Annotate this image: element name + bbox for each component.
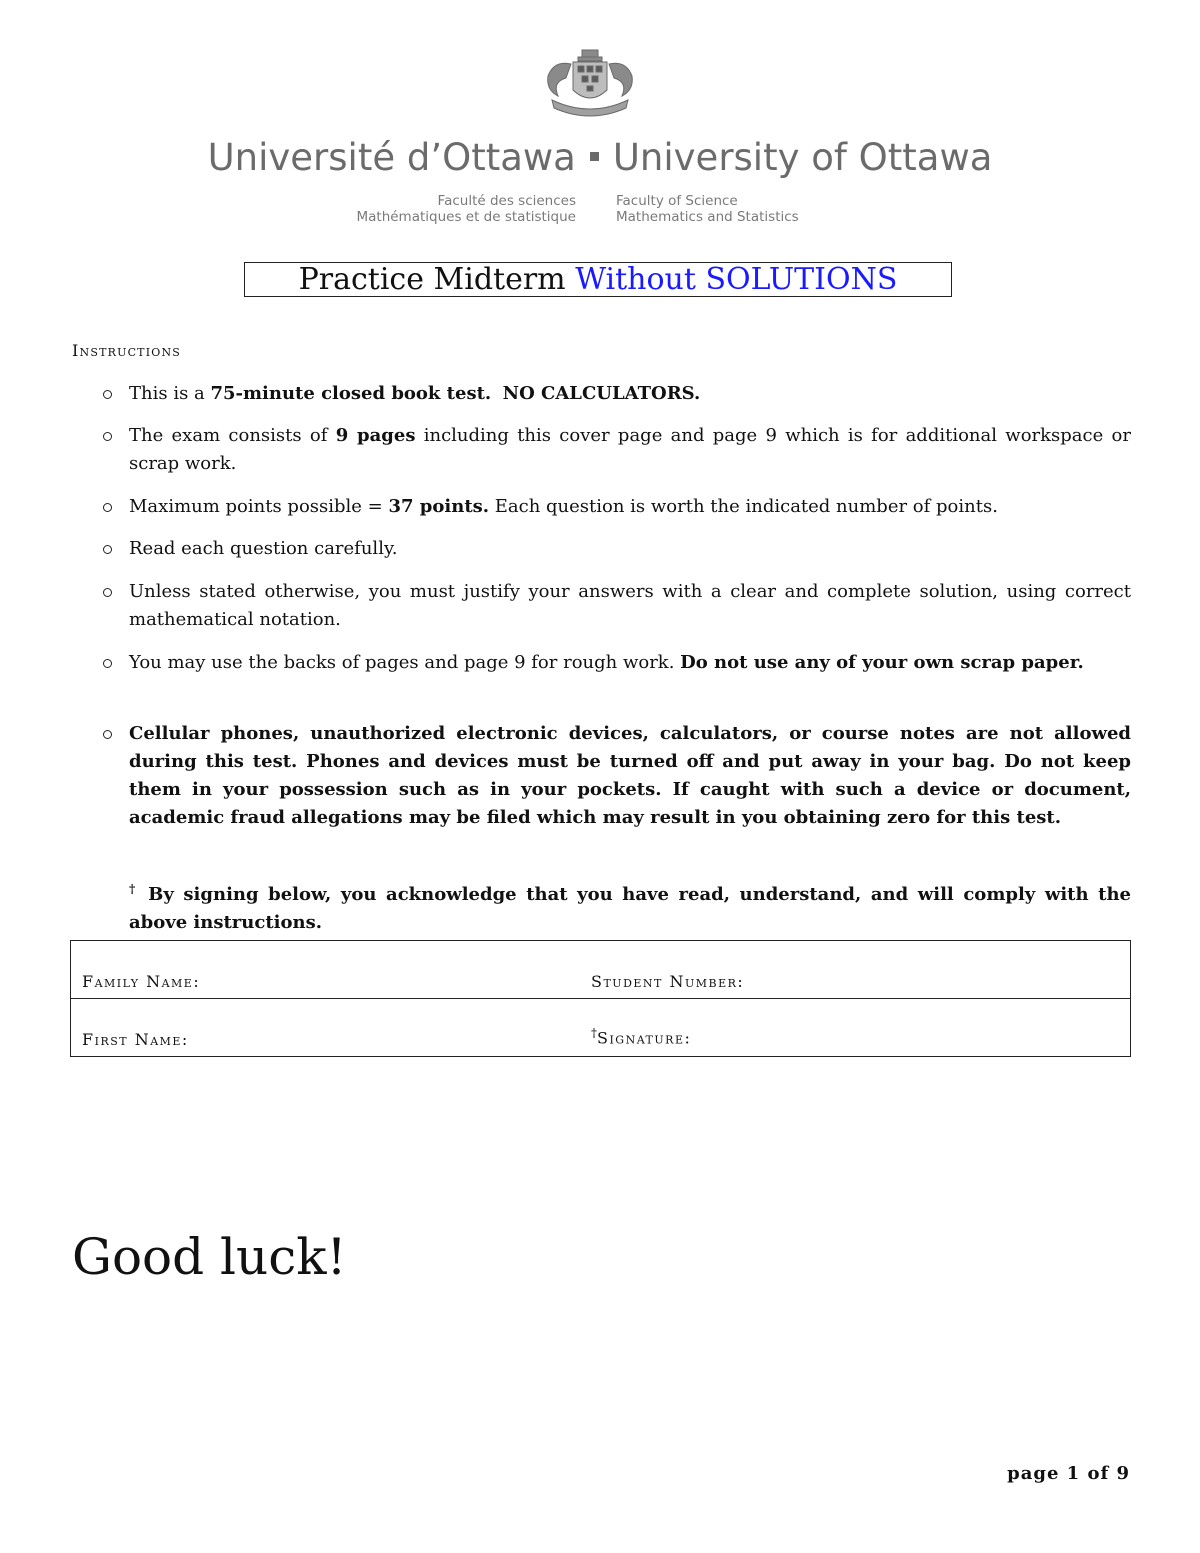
bullet-icon xyxy=(103,659,112,668)
university-crest-icon xyxy=(538,46,642,122)
instruction-item-3 xyxy=(129,493,1131,521)
instruction-item-2 xyxy=(129,422,1131,478)
bullet-icon xyxy=(103,432,112,441)
spacer xyxy=(491,383,502,404)
family-name-label: Family Name: xyxy=(82,972,201,991)
bullet-icon xyxy=(103,588,112,597)
text: The exam consists of xyxy=(129,425,336,446)
signature-text: Signature: xyxy=(597,1028,692,1048)
text: Maximum points possible = xyxy=(129,496,389,517)
title-part2: Without SOLUTIONS xyxy=(575,262,898,297)
university-name-fr: Université d’Ottawa xyxy=(207,136,576,179)
faculty-en xyxy=(616,193,799,225)
instruction-item-1 xyxy=(129,380,1131,408)
separator-dot xyxy=(590,152,599,161)
faculty-en-line2: Mathematics and Statistics xyxy=(616,209,799,225)
dagger-mark: † xyxy=(591,1026,597,1040)
title-part1: Practice Midterm xyxy=(298,262,566,297)
student-info-table xyxy=(70,940,1131,1057)
instruction-item-5: Unless stated otherwise, you must justify your answers with a clear and complete solution, using correct mathematical notation. xyxy=(129,581,1131,630)
text-bold: 75-minute closed book test. xyxy=(210,383,492,404)
faculty-fr-line2: Mathématiques et de statistique xyxy=(356,209,576,225)
acknowledgement-text: By signing below, you acknowledge that you have read, understand, and will comply with the above instructions. xyxy=(129,884,1131,933)
faculty-en-line1: Faculty of Science xyxy=(616,193,738,209)
text-bold: Do not use any of your own scrap paper. xyxy=(680,652,1084,673)
text: Each question is worth the indicated number of points. xyxy=(489,496,998,517)
signature-label xyxy=(591,1026,691,1047)
good-luck-heading: Good luck! xyxy=(72,1228,347,1286)
instruction-item-6 xyxy=(129,649,1131,677)
university-name-en: University of Ottawa xyxy=(612,136,993,179)
text: This is a xyxy=(129,383,211,404)
instruction-item-4: Read each question carefully. xyxy=(129,538,398,559)
student-number-label: Student Number: xyxy=(591,972,745,991)
page-number: page 1 of 9 xyxy=(1007,1463,1130,1484)
text-bold: NO CALCULATORS. xyxy=(502,383,701,404)
text-bold: 9 pages xyxy=(335,425,416,446)
faculty-fr xyxy=(356,193,576,225)
instructions-heading: Instructions xyxy=(72,341,182,360)
faculty-fr-line1: Faculté des sciences xyxy=(437,193,576,209)
page-title xyxy=(244,262,952,297)
text: You may use the backs of pages and page 9 for rough work. xyxy=(129,652,681,673)
text: including this cover page and page 9 which is for additional workspace or scrap work. xyxy=(129,425,1131,474)
table-divider xyxy=(71,998,1130,999)
first-name-label: First Name: xyxy=(82,1030,189,1049)
instruction-item-7: Cellular phones, unauthorized electronic devices, calculators, or course notes are not allowed during this test. Phones and devices must be turned off and put away in your bag. Do not keep them in your possession such as in your pockets. If caught with such a device or document, academic fraud allegations may be filed which may result in you obtaining zero for this test. xyxy=(129,723,1131,828)
university-name xyxy=(0,136,1200,179)
dagger-mark: † xyxy=(129,882,139,896)
bullet-icon xyxy=(103,390,112,399)
bullet-icon xyxy=(103,503,112,512)
text-bold: 37 points. xyxy=(388,496,490,517)
bullet-icon xyxy=(103,545,112,554)
bullet-icon xyxy=(103,730,112,739)
acknowledgement xyxy=(129,875,1131,937)
